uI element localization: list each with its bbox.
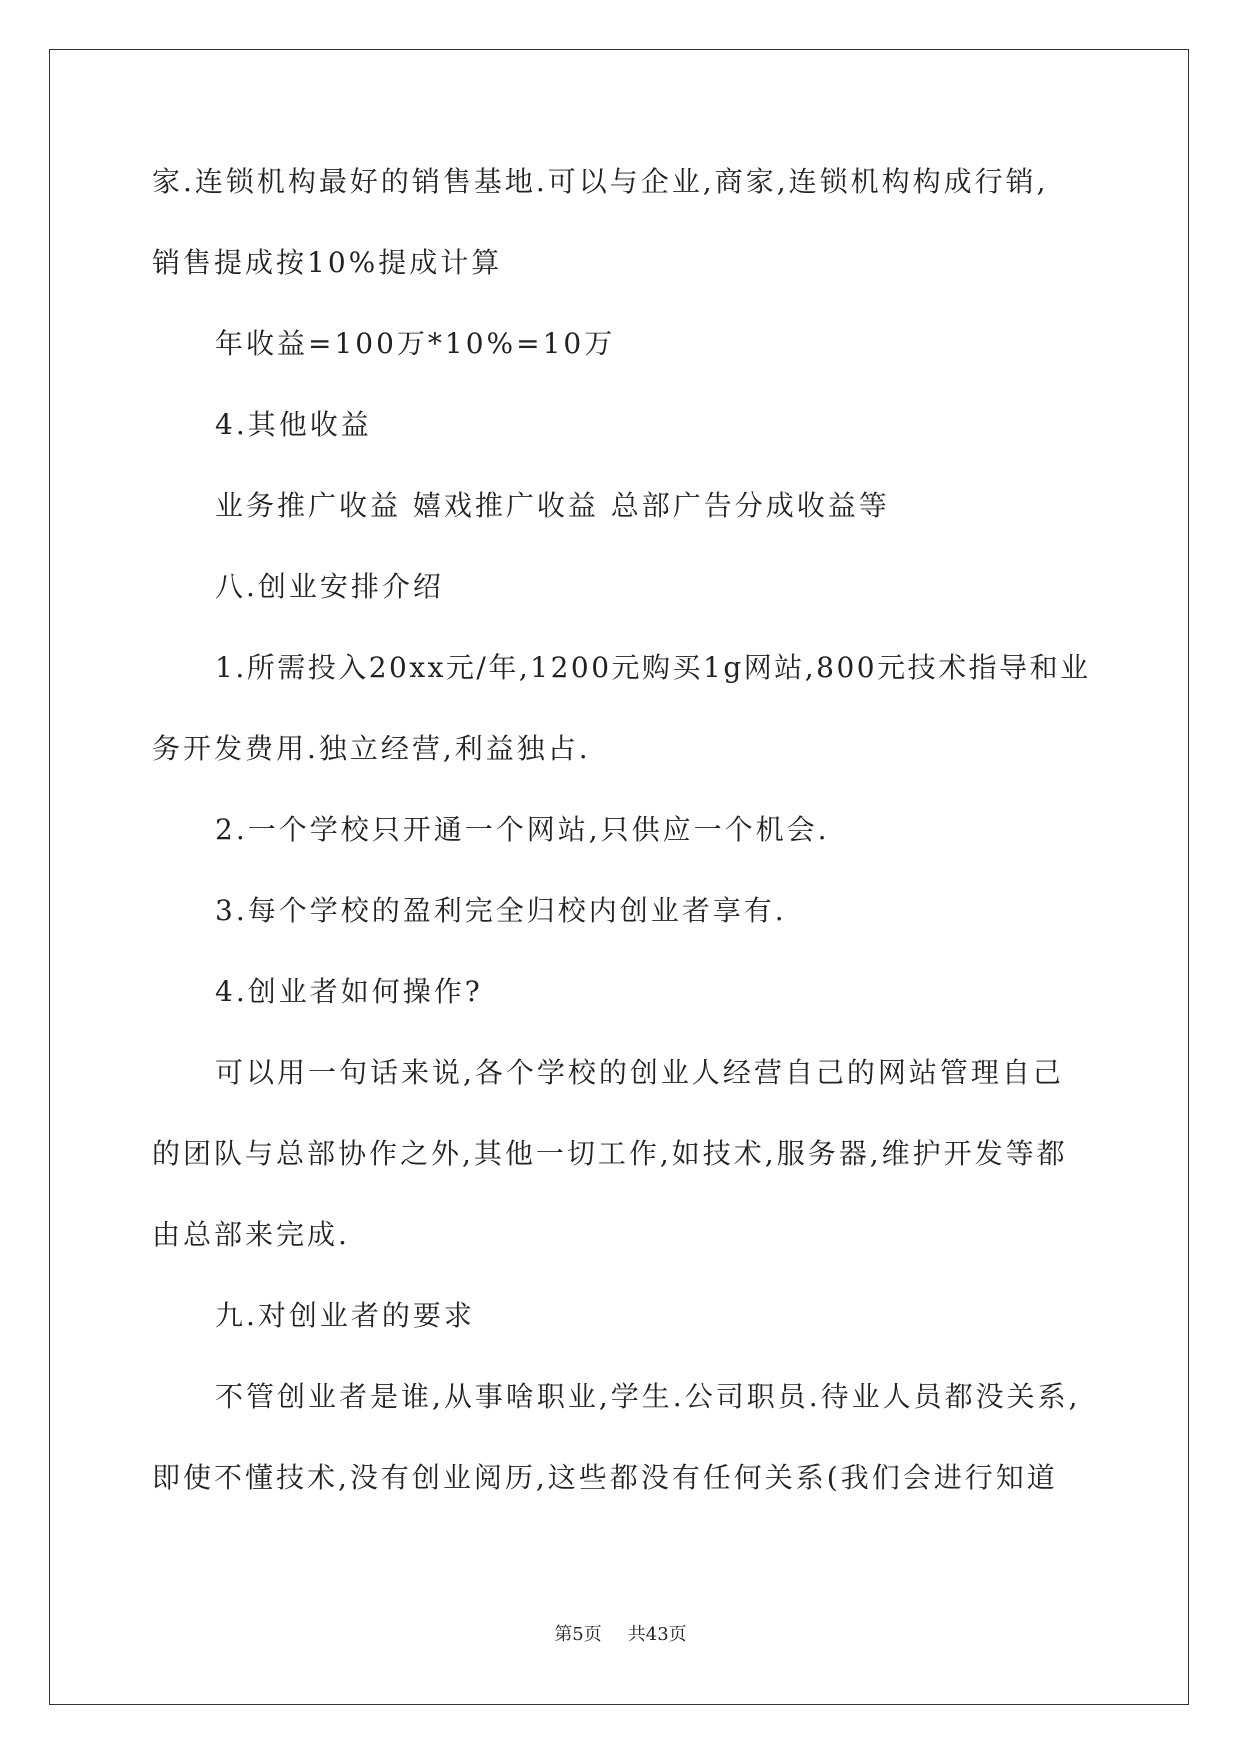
text-line: 3.每个学校的盈利完全归校内创业者享有. bbox=[215, 894, 787, 927]
text-line: 务开发费用.独立经营,利益独占. bbox=[152, 732, 591, 765]
text-line: 销售提成按10%提成计算 bbox=[152, 246, 503, 279]
text-line: 1.所需投入20xx元/年,1200元购买1g网站,800元技术指导和业 bbox=[215, 651, 1091, 684]
text-line: 年收益=100万*10%=10万 bbox=[215, 327, 616, 360]
text-line: 的团队与总部协作之外,其他一切工作,如技术,服务器,维护开发等都 bbox=[152, 1137, 1068, 1170]
section-heading: 4.其他收益 bbox=[215, 408, 372, 441]
text-line: 4.创业者如何操作? bbox=[215, 975, 483, 1008]
section-heading: 九.对创业者的要求 bbox=[215, 1299, 475, 1332]
text-line: 可以用一句话来说,各个学校的创业人经营自己的网站管理自己 bbox=[215, 1056, 1064, 1089]
text-line: 即使不懂技术,没有创业阅历,这些都没有任何关系(我们会进行知道 bbox=[152, 1461, 1058, 1494]
page-number-total: 共43页 bbox=[627, 1624, 687, 1645]
text-line: 2.一个学校只开通一个网站,只供应一个机会. bbox=[215, 813, 830, 846]
text-line: 业务推广收益 嬉戏推广收益 总部广告分成收益等 bbox=[215, 489, 890, 522]
page-border bbox=[49, 49, 1189, 1705]
text-line: 由总部来完成. bbox=[152, 1218, 350, 1251]
text-line: 不管创业者是谁,从事啥职业,学生.公司职员.待业人员都没关系, bbox=[215, 1380, 1081, 1413]
section-heading: 八.创业安排介绍 bbox=[215, 570, 444, 603]
page-number-current: 第5页 bbox=[554, 1624, 602, 1645]
page-footer bbox=[0, 1623, 1241, 1647]
text-line: 家.连锁机构最好的销售基地.可以与企业,商家,连锁机构构成行销, bbox=[152, 165, 1049, 198]
